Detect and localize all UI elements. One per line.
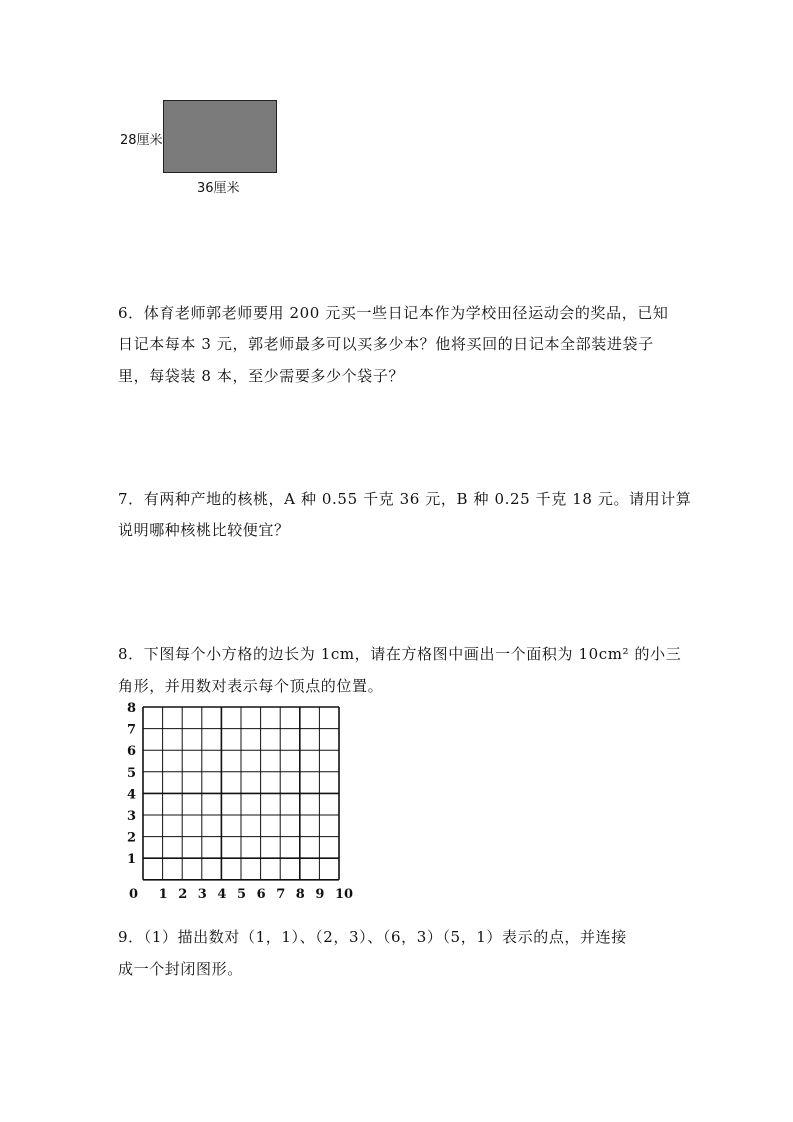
question-6-line-2: 日记本每本 3 元，郭老师最多可以买多少本？他将买回的日记本全部装进袋子 <box>118 335 654 353</box>
x-axis-label: 1 <box>158 886 168 902</box>
x-axis-label: 2 <box>178 886 188 902</box>
question-8-line-2: 角形，并用数对表示每个顶点的位置。 <box>118 677 384 695</box>
y-axis-label: 5 <box>127 765 137 781</box>
question-7-line-2: 说明哪种核桃比较便宜？ <box>118 521 290 539</box>
y-axis-label: 8 <box>127 701 137 716</box>
x-axis-label: 7 <box>276 886 286 902</box>
grid-lines <box>143 707 339 880</box>
y-axis-label: 7 <box>127 722 137 738</box>
rectangle-height-label: 28厘米 <box>120 133 163 148</box>
y-axis-label: 4 <box>127 787 137 803</box>
y-axis-label: 6 <box>127 744 137 760</box>
x-axis-label: 10 <box>335 886 354 902</box>
x-axis-labels <box>129 887 353 902</box>
rectangle-figure <box>163 100 277 173</box>
x-axis-label: 3 <box>197 886 207 902</box>
question-9-line-1: 9．（1）描出数对（1，1）、（2，3）、（6，3）（5，1）表示的点，并连接 <box>118 928 627 946</box>
question-8-line-1: 8．下图每个小方格的边长为 1cm，请在方格图中画出一个面积为 10cm² 的小三 <box>118 645 682 663</box>
rectangle-width-label: 36厘米 <box>197 181 240 196</box>
y-axis-labels <box>127 701 136 867</box>
y-axis-label: 2 <box>127 830 137 846</box>
question-6-line-1: 6．体育老师郭老师要用 200 元买一些日记本作为学校田径运动会的奖品，已知 <box>118 304 669 322</box>
x-axis-label: 6 <box>256 886 266 902</box>
question-6-line-3: 里，每袋装 8 本，至少需要多少个袋子？ <box>118 367 405 385</box>
coordinate-grid <box>110 700 360 910</box>
y-axis-label: 3 <box>127 809 137 824</box>
x-axis-label: 8 <box>295 886 305 902</box>
question-7-line-1: 7．有两种产地的核桃，A 种 0.55 千克 36 元，B 种 0.25 千克 18 元。请用计算 <box>118 490 692 508</box>
y-axis-label: 1 <box>127 852 137 868</box>
x-axis-label: 5 <box>237 886 247 902</box>
x-axis-label: 4 <box>217 886 227 902</box>
x-axis-label: 9 <box>315 886 325 902</box>
x-axis-label: 0 <box>129 886 139 902</box>
question-9-line-2: 成一个封闭图形。 <box>118 960 243 978</box>
